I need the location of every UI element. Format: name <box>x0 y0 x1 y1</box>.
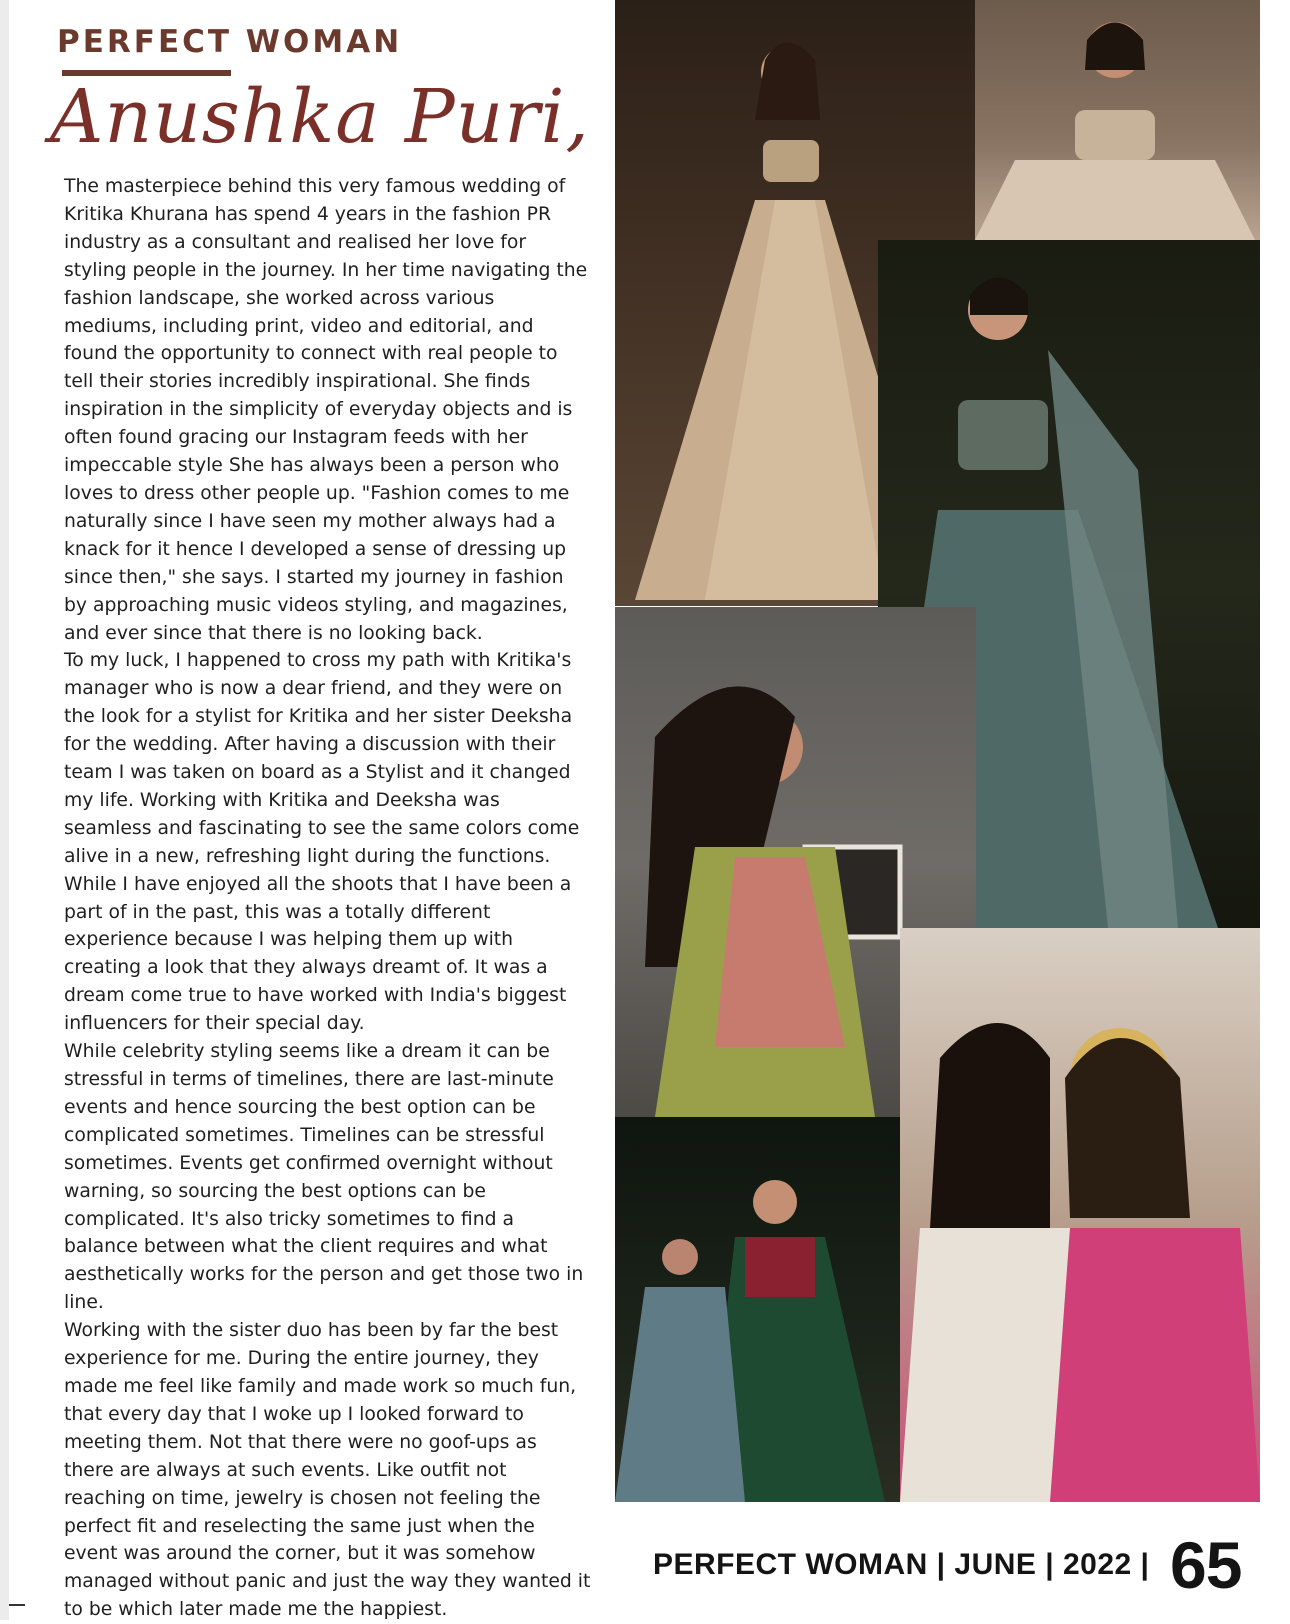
footer-issue-line: PERFECT WOMAN | JUNE | 2022 | <box>653 1548 1150 1581</box>
article-paragraph: Working with the sister duo has been by far the best experience for me. During the entire journey, they made me feel like family and made work so much fun, that every day that I woke up I looked forward to meeting them. Not that there were no goof-ups as there are always at such events. Like outfit not reaching on time, jewelry is chosen not feeling the perfect fit and reselecting the same just when the event was around the corner, but it was somehow managed without panic and just the way they wanted it to be which later made me the happiest. <box>64 1320 591 1621</box>
photo-seated-portrait <box>975 0 1260 240</box>
section-label: PERFECT WOMAN <box>57 24 403 60</box>
corner-mark <box>9 1604 25 1606</box>
article-title: Anushka Puri, <box>50 74 590 160</box>
page-number: 65 <box>1170 1528 1242 1602</box>
page-left-edge <box>0 0 9 1620</box>
article-body <box>64 173 592 1624</box>
photo-haldi-celebration <box>900 928 1260 1502</box>
article-paragraph: To my luck, I happened to cross my path with Kritika's manager who is now a dear friend, and they were on the look for a stylist for Kritika and her sister Deeksha for the wedding. After having a discussion with their team I was taken on board as a Stylist and it changed my life. Working with Kritika and Deeksha was seamless and fascinating to see the same colors come alive in a new, refreshing light during the functions. While I have enjoyed all the shoots that I have been a part of in the past, this was a totally different experience because I was helping them up with creating a look that they always dreamt of. It was a dream come true to have worked with India's biggest influencers for their special day. <box>64 650 580 1035</box>
photo-bride-and-friend <box>615 1117 900 1502</box>
article-paragraph: The masterpiece behind this very famous wedding of Kritika Khurana has spend 4 years in the fashion PR industry as a consultant and realised her love for styling people in the journey. In her time navigating the fashion landscape, she worked across various mediums, including print, video and editorial, and found the opportunity to connect with real people to tell their stories incredibly inspirational. She finds inspiration in the simplicity of everyday objects and is often found gracing our Instagram feeds with her impeccable style She has always been a person who loves to dress other people up. "Fashion comes to me naturally since I have seen my mother always had a knack for it hence I developed a sense of dressing up since then," she says. I started my journey in fashion by approaching music videos styling, and magazines, and ever since that there is no looking back. <box>64 176 588 644</box>
article-paragraph: While celebrity styling seems like a dream it can be stressful in terms of timelines, there are last-minute events and hence sourcing the best option can be complicated sometimes. Timelines can be stressful sometimes. Events get confirmed overnight without warning, so sourcing the best options can be complicated. It's also tricky sometimes to find a balance between what the client requires and what aesthetically works for the person and get those two in line. <box>64 1041 584 1314</box>
